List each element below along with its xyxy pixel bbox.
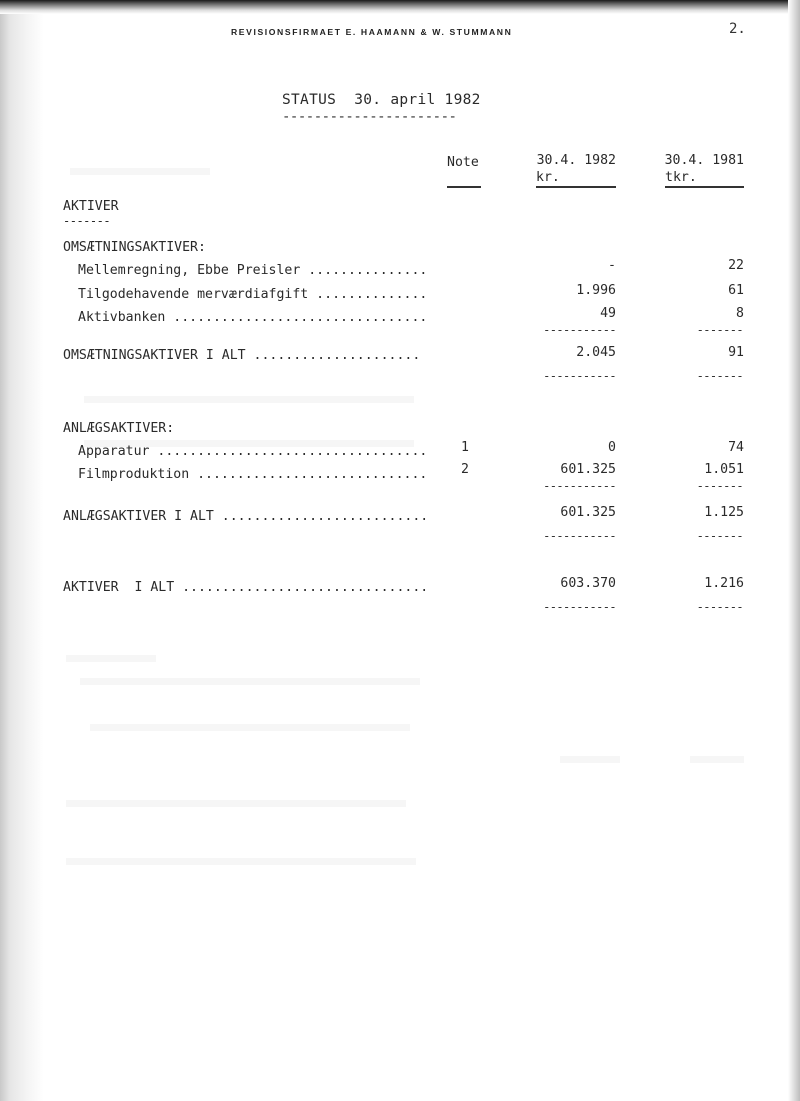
row-label: Filmproduktion ............................. <box>78 467 428 482</box>
current-assets-total-label: OMSÆTNINGSAKTIVER I ALT ..................... <box>63 348 421 363</box>
row-label: Apparatur .................................. <box>78 444 428 459</box>
column-header-note: Note <box>447 155 479 170</box>
column-header-1982-unit: kr. <box>536 170 560 185</box>
row-label: Mellemregning, Ebbe Preisler ............... <box>78 263 428 278</box>
fixed-assets-heading: ANLÆGSAKTIVER: <box>63 421 175 436</box>
grand-total-1982: 603.370 <box>560 576 616 591</box>
page-title: STATUS 30. april 1982 <box>282 92 481 108</box>
note-header-rule <box>447 186 481 188</box>
column-header-1982-date: 30.4. 1982 <box>536 153 616 168</box>
section-heading-rule: ------- <box>63 214 111 228</box>
scan-top-shadow <box>0 0 800 14</box>
value-1982: 49 <box>600 306 616 321</box>
grand-total-label: AKTIVER I ALT ............................... <box>63 580 429 595</box>
value-1981: 8 <box>736 306 744 321</box>
grand-total-1981: 1.216 <box>704 576 744 591</box>
note-reference: 2 <box>461 462 469 477</box>
column-header-1981-unit: tkr. <box>665 170 697 185</box>
value-1982: 0 <box>608 440 616 455</box>
letterhead: REVISIONSFIRMAET E. HAAMANN & W. STUMMANN <box>231 27 513 37</box>
value-1982: - <box>608 258 616 273</box>
subtotal-rule-1982: ----------- <box>543 479 616 493</box>
fixed-assets-total-1982: 601.325 <box>560 505 616 520</box>
grand-total-rule-1981: ------- <box>696 600 743 614</box>
subtotal-rule-1981: ------- <box>696 323 743 337</box>
current-assets-total-1981: 91 <box>728 345 744 360</box>
scan-binding-shadow <box>0 0 44 1101</box>
grand-total-rule-1982: ----------- <box>543 600 616 614</box>
1982-header-rule <box>536 186 616 188</box>
1981-header-rule <box>665 186 744 188</box>
value-1982: 1.996 <box>576 283 616 298</box>
total-rule-1981: ------- <box>696 529 743 543</box>
total-rule-1982: ----------- <box>543 529 616 543</box>
total-rule-1982: ----------- <box>543 369 616 383</box>
value-1981: 74 <box>728 440 744 455</box>
fixed-assets-total-1981: 1.125 <box>704 505 744 520</box>
row-label: Aktivbanken ................................ <box>78 310 428 325</box>
current-assets-total-1982: 2.045 <box>576 345 616 360</box>
total-rule-1981: ------- <box>696 369 743 383</box>
value-1982: 601.325 <box>560 462 616 477</box>
current-assets-heading: OMSÆTNINGSAKTIVER: <box>63 240 206 255</box>
page-number: 2. <box>729 21 746 37</box>
value-1981: 61 <box>728 283 744 298</box>
column-header-1981-date: 30.4. 1981 <box>664 153 744 168</box>
scan-right-edge <box>788 0 800 1101</box>
section-heading: AKTIVER <box>63 199 119 214</box>
title-underline: ---------------------- <box>282 109 456 125</box>
subtotal-rule-1981: ------- <box>696 479 743 493</box>
value-1981: 22 <box>728 258 744 273</box>
row-label: Tilgodehavende merværdiafgift .............. <box>78 287 428 302</box>
fixed-assets-total-label: ANLÆGSAKTIVER I ALT .......................... <box>63 509 429 524</box>
note-reference: 1 <box>461 440 469 455</box>
value-1981: 1.051 <box>704 462 744 477</box>
subtotal-rule-1982: ----------- <box>543 323 616 337</box>
